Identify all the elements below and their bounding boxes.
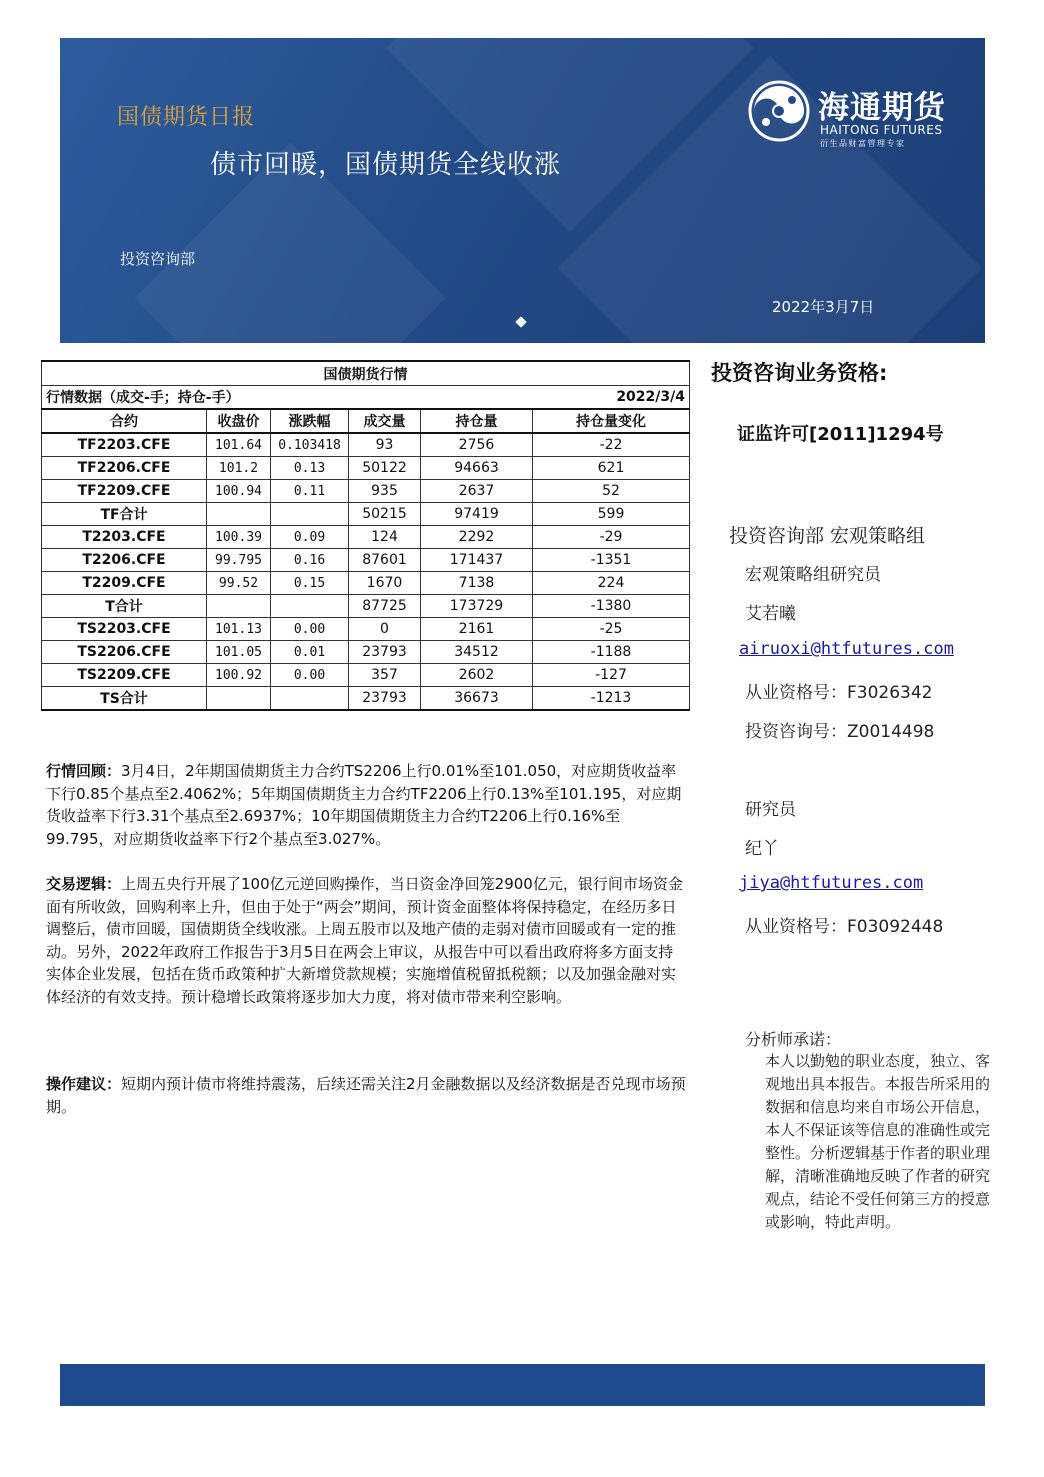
logic-text: 上周五央行开展了100亿元逆回购操作，当日资金净回笼2900亿元，银行间市场资金面有所收敛，回购利率上升，但由于处于“两会”期间，预计资金面整体将保持稳定，在经历多日调整后，债市回暖，国债期货全线收涨。上周五股市以及地产债的走弱对债市回暖或有一定的推动。另外，2022年政府工作报告于3月5日在两会上审议，从报告中可以看出政府将多方面支持实体企业发展，包括在货币政策种扩大新增贷款规模；实施增值税留抵税额；以及加强金融对实体经济的有效支持。预计稳增长政策将逐步加大力度，将对债市带来利空影响。 <box>46 875 683 1006</box>
contract-cell: TF2209.CFE <box>42 480 207 503</box>
table-cell: -1380 <box>533 595 690 618</box>
table-row <box>42 618 690 641</box>
report-headline: 债市回暖，国债期货全线收涨 <box>210 150 562 180</box>
table-row <box>42 549 690 572</box>
table-row <box>42 433 690 457</box>
contract-cell: TF2206.CFE <box>42 457 207 480</box>
table-cell: 36673 <box>421 687 533 711</box>
review-label: 行情回顾： <box>46 762 122 780</box>
table-cell: 94663 <box>421 457 533 480</box>
contract-cell: T2203.CFE <box>42 526 207 549</box>
table-row <box>42 526 690 549</box>
column-header: 收盘价 <box>207 409 271 433</box>
table-title-row <box>42 361 690 386</box>
license-number: 证监许可[2011]1294号 <box>737 424 944 445</box>
contract-cell: TF2203.CFE <box>42 433 207 457</box>
table-cell: 2756 <box>421 433 533 457</box>
table-cell: 93 <box>349 433 421 457</box>
advice-text: 短期内预计债市将维持震荡，后续还需关注2月金融数据以及经济数据是否兑现市场预期。 <box>46 1075 686 1116</box>
table-row <box>42 503 690 526</box>
analyst-cert: 从业资格号：F3026342 <box>745 683 933 703</box>
table-cell: 52 <box>533 480 690 503</box>
table-cell: 87601 <box>349 549 421 572</box>
table-subtitle: 行情数据（成交-手；持仓-手） <box>42 386 421 410</box>
table-cell: 173729 <box>421 595 533 618</box>
researcher-email-link[interactable]: jiya@htfutures.com <box>739 873 924 893</box>
table-cell: 50215 <box>349 503 421 526</box>
table-cell: 101.13 <box>207 618 271 641</box>
market-review <box>46 760 686 850</box>
contract-cell: T合计 <box>42 595 207 618</box>
table-subtitle-row <box>42 386 690 410</box>
contract-cell: T2206.CFE <box>42 549 207 572</box>
table-cell: 621 <box>533 457 690 480</box>
table-cell: 0.103418 <box>271 433 349 457</box>
table-cell: 101.2 <box>207 457 271 480</box>
table-title: 国债期货行情 <box>42 361 690 386</box>
table-cell: 101.05 <box>207 641 271 664</box>
qualification-title: 投资咨询业务资格: <box>711 361 888 385</box>
advice-label: 操作建议： <box>46 1075 122 1093</box>
contract-cell: TS合计 <box>42 687 207 711</box>
column-header: 持仓量变化 <box>533 409 690 433</box>
footer-bar <box>60 1364 985 1406</box>
table-row <box>42 595 690 618</box>
column-header: 成交量 <box>349 409 421 433</box>
table-cell: -127 <box>533 664 690 687</box>
contract-cell: TF合计 <box>42 503 207 526</box>
table-cell: 1670 <box>349 572 421 595</box>
table-cell: -1188 <box>533 641 690 664</box>
table-cell: 87725 <box>349 595 421 618</box>
contract-cell: TS2203.CFE <box>42 618 207 641</box>
table-row <box>42 457 690 480</box>
table-cell: 2602 <box>421 664 533 687</box>
analyst-promise: 本人以勤勉的职业态度，独立、客观地出具本报告。本报告所采用的数据和信息均来自市场公开信息，本人不保证该等信息的准确性或完整性。分析逻辑基于作者的职业理解，清晰准确地反映了作者的研究观点，结论不受任何第三方的授意或影响，特此声明。 <box>765 1052 991 1231</box>
market-table <box>41 360 690 711</box>
analyst-consult-id: 投资咨询号：Z0014498 <box>745 722 935 742</box>
logo-mark-icon <box>748 80 810 142</box>
analyst-name: 艾若曦 <box>745 604 796 624</box>
column-header: 合约 <box>42 409 207 433</box>
table-cell: 0.13 <box>271 457 349 480</box>
report-kicker: 国债期货日报 <box>117 105 256 130</box>
table-cell <box>207 595 271 618</box>
table-row <box>42 664 690 687</box>
table-cell: 0.16 <box>271 549 349 572</box>
table-cell: 224 <box>533 572 690 595</box>
column-header: 涨跌幅 <box>271 409 349 433</box>
table-row <box>42 687 690 711</box>
table-cell: 357 <box>349 664 421 687</box>
table-cell: 100.92 <box>207 664 271 687</box>
promise-title: 分析师承诺： <box>745 1030 842 1049</box>
table-cell: 935 <box>349 480 421 503</box>
table-cell: -1213 <box>533 687 690 711</box>
table-cell: 599 <box>533 503 690 526</box>
logo-tagline: 衍生品财富管理专家 <box>820 139 906 148</box>
analyst-email-link[interactable]: airuoxi@htfutures.com <box>739 639 954 659</box>
table-cell: 0.00 <box>271 664 349 687</box>
report-date: 2022年3月7日 <box>772 298 875 316</box>
logic-label: 交易逻辑： <box>46 875 122 893</box>
review-text: 3月4日，2年期国债期货主力合约TS2206上行0.01%至101.050，对应期货收益率下行0.85个基点至2.4062%；5年期国债期货主力合约TF2206上行0.13%至101.195，对应期货收益率下行3.31个基点至2.6937%；10年期国债期货主力合约T2206上行0.16%至99.795，对应期货收益率下行2个基点至3.027%。 <box>46 762 682 848</box>
trading-logic <box>46 873 686 1008</box>
table-cell: 97419 <box>421 503 533 526</box>
table-cell: 100.39 <box>207 526 271 549</box>
table-cell <box>271 503 349 526</box>
contract-cell: T2209.CFE <box>42 572 207 595</box>
table-cell: 2637 <box>421 480 533 503</box>
logo-text-en: HAITONG FUTURES <box>820 123 943 137</box>
table-header-row <box>42 409 690 433</box>
table-cell: 50122 <box>349 457 421 480</box>
table-cell <box>271 687 349 711</box>
table-cell: -22 <box>533 433 690 457</box>
table-cell: -29 <box>533 526 690 549</box>
table-cell: 2292 <box>421 526 533 549</box>
table-cell: 7138 <box>421 572 533 595</box>
contract-cell: TS2206.CFE <box>42 641 207 664</box>
analyst-role: 宏观策略组研究员 <box>745 565 881 585</box>
table-cell: 23793 <box>349 687 421 711</box>
table-cell: 0.00 <box>271 618 349 641</box>
contract-cell: TS2209.CFE <box>42 664 207 687</box>
table-cell <box>207 503 271 526</box>
table-cell: -1351 <box>533 549 690 572</box>
table-cell <box>207 687 271 711</box>
table-cell: 0.15 <box>271 572 349 595</box>
department-label: 投资咨询部 <box>120 250 196 268</box>
column-header: 持仓量 <box>421 409 533 433</box>
header-banner <box>60 38 985 343</box>
table-row <box>42 641 690 664</box>
table-cell: 171437 <box>421 549 533 572</box>
company-logo <box>748 80 948 152</box>
researcher-name: 纪丫 <box>745 839 779 859</box>
table-cell: 0.01 <box>271 641 349 664</box>
table-cell: 23793 <box>349 641 421 664</box>
table-cell: 101.64 <box>207 433 271 457</box>
table-cell: 34512 <box>421 641 533 664</box>
table-cell: 99.52 <box>207 572 271 595</box>
table-cell: 0.11 <box>271 480 349 503</box>
researcher-cert: 从业资格号：F03092448 <box>745 917 944 937</box>
research-group: 投资咨询部 宏观策略组 <box>729 525 926 547</box>
table-cell: 124 <box>349 526 421 549</box>
table-cell <box>271 595 349 618</box>
table-cell: -25 <box>533 618 690 641</box>
table-cell: 99.795 <box>207 549 271 572</box>
table-date: 2022/3/4 <box>421 386 690 410</box>
table-cell: 2161 <box>421 618 533 641</box>
table-row <box>42 572 690 595</box>
table-cell: 0.09 <box>271 526 349 549</box>
table-cell: 100.94 <box>207 480 271 503</box>
table-body <box>42 433 690 710</box>
diamond-icon <box>515 316 526 327</box>
researcher-role: 研究员 <box>745 800 796 820</box>
operation-advice <box>46 1073 686 1118</box>
table-cell: 0 <box>349 618 421 641</box>
table-row <box>42 480 690 503</box>
logo-text-cn: 海通期货 <box>818 90 946 126</box>
